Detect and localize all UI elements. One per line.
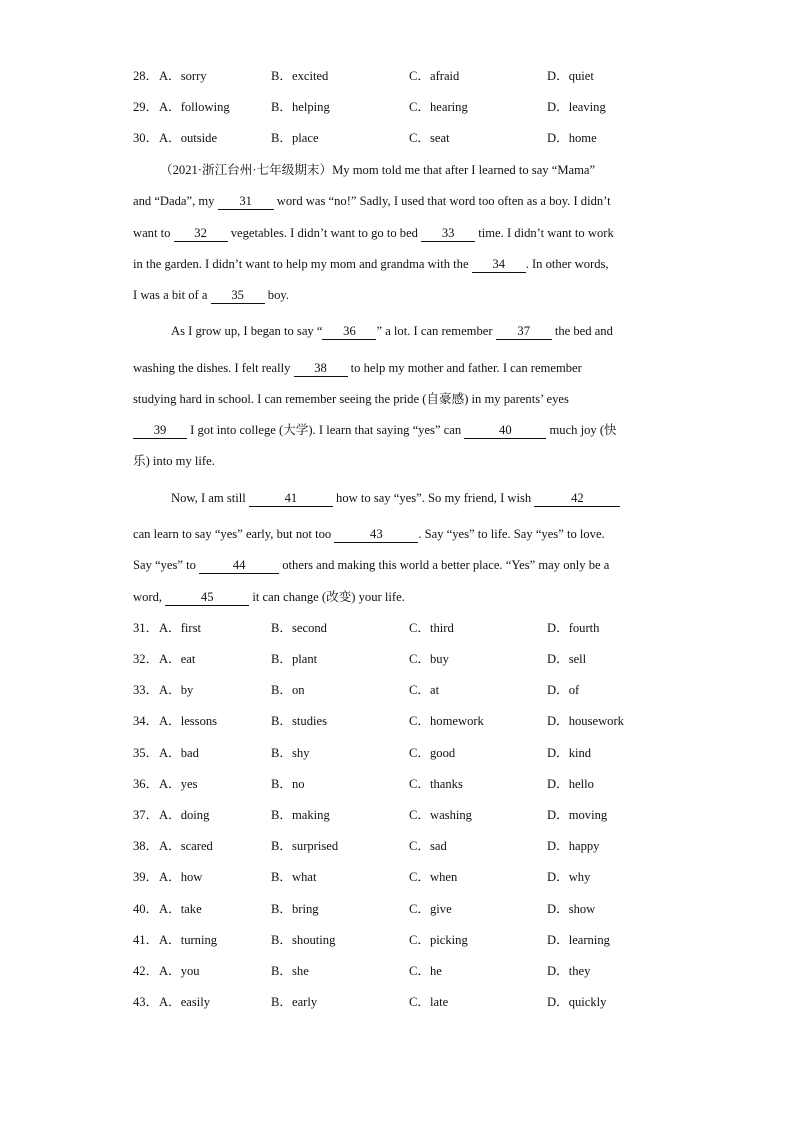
option-a: A．eat	[159, 652, 196, 666]
question-number: 38．	[133, 839, 159, 853]
option-row-30	[133, 129, 673, 147]
option-d: D．they	[547, 964, 591, 978]
option-b: B．making	[271, 808, 330, 822]
option-b: B．surprised	[271, 839, 339, 853]
option-b: B．plant	[271, 652, 318, 666]
option-b: B．bring	[271, 902, 319, 916]
option-c: C．seat	[409, 131, 450, 145]
blank-31: 31	[218, 194, 274, 210]
option-a: A．outside	[159, 131, 218, 145]
option-row-29	[133, 98, 673, 116]
option-d: D．of	[547, 683, 580, 697]
passage-source: （2021·浙江台州·七年级期末）	[160, 163, 333, 177]
option-c: C．give	[409, 902, 452, 916]
question-number: 40．	[133, 902, 159, 916]
question-number: 28．	[133, 69, 159, 83]
question-number: 43．	[133, 995, 159, 1009]
option-b: B．studies	[271, 714, 327, 728]
passage-line-13: Say “yes” to 44 others and making this world a better place. “Yes” may only be a	[133, 558, 610, 572]
option-c: C．he	[409, 964, 442, 978]
passage-line-6: As I grow up, I began to say “ 36 ” a lot. I can remember 37 the bed and	[171, 324, 613, 338]
passage-line-14: word, 45 it can change (改变) your life.	[133, 590, 405, 604]
option-c: C．homework	[409, 714, 484, 728]
option-c: C．sad	[409, 839, 447, 853]
blank-43: 43	[334, 527, 418, 543]
option-row-33	[133, 681, 673, 699]
option-c: C．at	[409, 683, 440, 697]
question-number: 35．	[133, 746, 159, 760]
option-c: C．late	[409, 995, 449, 1009]
question-number: 42．	[133, 964, 159, 978]
question-number: 41．	[133, 933, 159, 947]
option-d: D．learning	[547, 933, 610, 947]
option-row-32	[133, 650, 673, 668]
option-b: B．she	[271, 964, 309, 978]
question-number: 30．	[133, 131, 159, 145]
option-row-37	[133, 806, 673, 824]
option-d: D．hello	[547, 777, 594, 791]
blank-38: 38	[294, 361, 348, 377]
option-a: A．turning	[159, 933, 218, 947]
option-a: A．sorry	[159, 69, 207, 83]
option-d: D．quickly	[547, 995, 607, 1009]
option-row-43	[133, 993, 673, 1011]
option-c: C．picking	[409, 933, 468, 947]
option-c: C．hearing	[409, 100, 468, 114]
question-number: 36．	[133, 777, 159, 791]
option-c: C．afraid	[409, 69, 460, 83]
option-b: B．shouting	[271, 933, 336, 947]
option-c: C．washing	[409, 808, 472, 822]
option-d: D．quiet	[547, 69, 594, 83]
option-row-41	[133, 931, 673, 949]
option-b: B．second	[271, 621, 327, 635]
option-b: B．place	[271, 131, 319, 145]
passage-line-8: studying hard in school. I can remember seeing the pride (自豪感) in my parents’ eyes	[133, 392, 569, 406]
blank-32: 32	[174, 226, 228, 242]
option-d: D．sell	[547, 652, 587, 666]
option-d: D．leaving	[547, 100, 606, 114]
passage-line-3: want to 32 vegetables. I didn’t want to go to bed 33 time. I didn’t want to work	[133, 226, 614, 240]
option-d: D．kind	[547, 746, 592, 760]
option-d: D．housework	[547, 714, 624, 728]
option-a: A．how	[159, 870, 203, 884]
passage-line-4: in the garden. I didn’t want to help my mom and grandma with the 34 . In other words,	[133, 257, 609, 271]
question-number: 31．	[133, 621, 159, 635]
passage-line-11: Now, I am still 41 how to say “yes”. So my friend, I wish 42	[171, 489, 701, 507]
option-a: A．lessons	[159, 714, 218, 728]
option-a: A．by	[159, 683, 194, 697]
option-a: A．first	[159, 621, 201, 635]
option-b: B．no	[271, 777, 305, 791]
option-d: D．moving	[547, 808, 608, 822]
question-number: 34．	[133, 714, 159, 728]
option-b: B．helping	[271, 100, 330, 114]
option-a: A．scared	[159, 839, 213, 853]
option-a: A．you	[159, 964, 200, 978]
option-row-36	[133, 775, 673, 793]
option-row-39	[133, 868, 673, 886]
passage-line-7: washing the dishes. I felt really 38 to help my mother and father. I can remember	[133, 361, 582, 375]
blank-42: 42	[534, 491, 620, 507]
option-row-42	[133, 962, 673, 980]
option-a: A．bad	[159, 746, 199, 760]
option-d: D．why	[547, 870, 591, 884]
option-row-40	[133, 900, 673, 918]
option-row-28	[133, 67, 673, 85]
question-number: 32．	[133, 652, 159, 666]
option-b: B．what	[271, 870, 317, 884]
passage-line-2: and “Dada”, my 31 word was “no!” Sadly, I used that word too often as a boy. I didn’t	[133, 194, 611, 208]
option-a: A．yes	[159, 777, 198, 791]
question-number: 39．	[133, 870, 159, 884]
option-b: B．early	[271, 995, 318, 1009]
option-row-38	[133, 837, 673, 855]
option-a: A．easily	[159, 995, 211, 1009]
blank-37: 37	[496, 324, 552, 340]
blank-35: 35	[211, 288, 265, 304]
question-number: 37．	[133, 808, 159, 822]
option-c: C．buy	[409, 652, 449, 666]
blank-34: 34	[472, 257, 526, 273]
option-b: B．shy	[271, 746, 310, 760]
question-number: 29．	[133, 100, 159, 114]
option-c: C．thanks	[409, 777, 463, 791]
question-number: 33．	[133, 683, 159, 697]
option-d: D．show	[547, 902, 596, 916]
option-c: C．when	[409, 870, 458, 884]
option-d: D．home	[547, 131, 597, 145]
blank-45: 45	[165, 590, 249, 606]
passage-line-9: 39 I got into college (大学). I learn that saying “yes” can 40 much joy (快	[133, 421, 663, 439]
passage-line-12: can learn to say “yes” early, but not too 43 . Say “yes” to life. Say “yes” to love.	[133, 527, 605, 541]
option-a: A．following	[159, 100, 230, 114]
passage-line-5: I was a bit of a 35 boy.	[133, 288, 290, 302]
option-b: B．on	[271, 683, 305, 697]
passage-line-1: （2021·浙江台州·七年级期末）My mom told me that after I learned to say “Mama”	[160, 163, 596, 177]
option-d: D．happy	[547, 839, 600, 853]
option-d: D．fourth	[547, 621, 600, 635]
option-row-31	[133, 619, 673, 637]
option-row-35	[133, 744, 673, 762]
passage-line-10: 乐) into my life.	[133, 454, 215, 468]
option-a: A．doing	[159, 808, 210, 822]
option-b: B．excited	[271, 69, 329, 83]
blank-40: 40	[464, 423, 546, 439]
blank-39: 39	[133, 423, 187, 439]
option-a: A．take	[159, 902, 202, 916]
option-c: C．good	[409, 746, 456, 760]
option-row-34	[133, 712, 673, 730]
blank-41: 41	[249, 491, 333, 507]
option-c: C．third	[409, 621, 454, 635]
blank-33: 33	[421, 226, 475, 242]
blank-36: 36	[322, 324, 376, 340]
blank-44: 44	[199, 558, 279, 574]
